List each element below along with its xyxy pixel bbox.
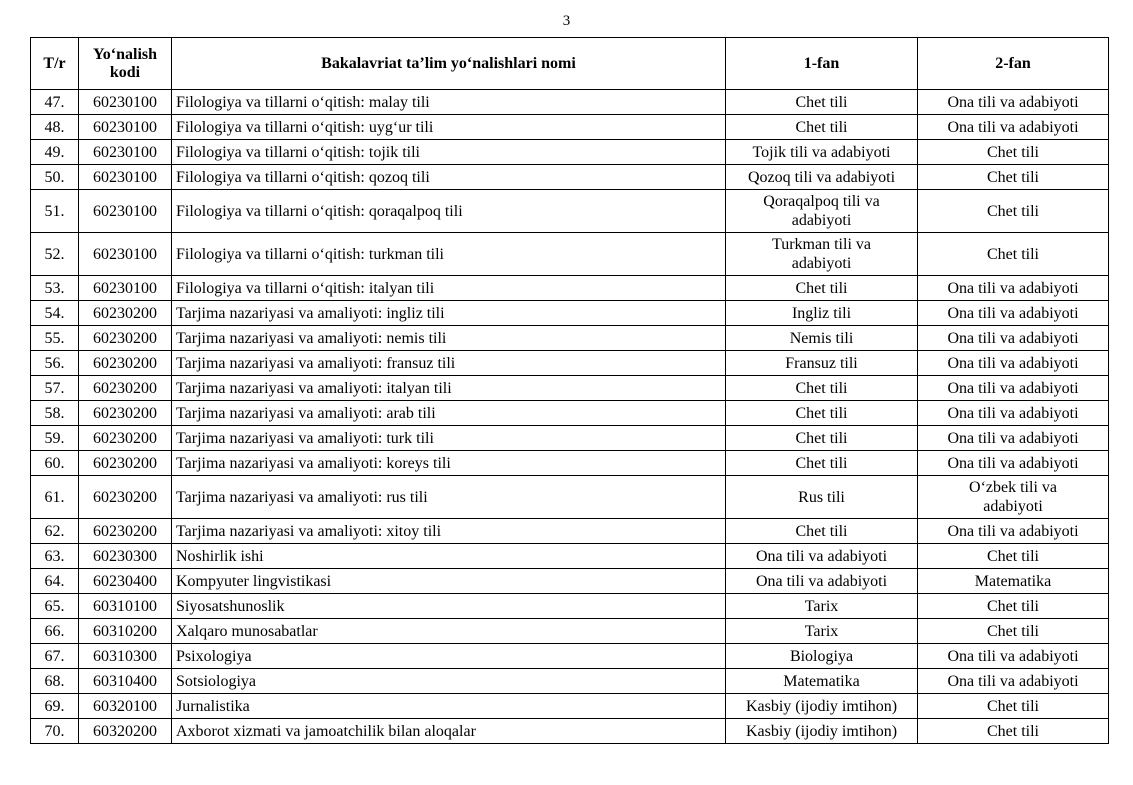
subject-1-line: Biologiya xyxy=(789,647,854,665)
table-row xyxy=(31,644,1109,669)
subject-2 xyxy=(918,301,1109,326)
subject-1-line: Qozoq tili va adabiyoti xyxy=(747,168,896,186)
table-row xyxy=(31,190,1109,233)
direction-name: Jurnalistika xyxy=(172,694,726,719)
subject-1-line: Chet tili xyxy=(795,118,848,136)
table-row xyxy=(31,476,1109,519)
header-code-line1: Yo‘nalish xyxy=(92,45,158,63)
direction-code: 60230200 xyxy=(79,351,172,376)
subject-2 xyxy=(918,190,1109,233)
subject-1-line: Matematika xyxy=(783,672,860,690)
header-fan2: 2-fan xyxy=(918,38,1109,90)
direction-name: Axborot xizmati va jamoatchilik bilan aloqalar xyxy=(172,719,726,744)
subject-1 xyxy=(726,115,918,140)
row-number: 65. xyxy=(31,594,79,619)
subject-1-line: Rus tili xyxy=(798,488,845,506)
row-number: 56. xyxy=(31,351,79,376)
subject-1 xyxy=(726,694,918,719)
subject-1-line: Kasbiy (ijodiy imtihon) xyxy=(745,722,898,740)
table-row xyxy=(31,376,1109,401)
subject-2-line: Chet tili xyxy=(987,202,1039,220)
subject-2-line: Chet tili xyxy=(987,697,1039,715)
direction-code: 60230400 xyxy=(79,569,172,594)
table-row xyxy=(31,301,1109,326)
subject-1 xyxy=(726,719,918,744)
direction-name: Tarjima nazariyasi va amaliyoti: italyan tili xyxy=(172,376,726,401)
direction-code: 60230100 xyxy=(79,115,172,140)
direction-code: 60310200 xyxy=(79,619,172,644)
subject-2 xyxy=(918,351,1109,376)
subject-1-line: Nemis tili xyxy=(789,329,854,347)
subject-2-line: O‘zbek tili va xyxy=(969,479,1057,496)
direction-code: 60230200 xyxy=(79,326,172,351)
direction-code: 60320100 xyxy=(79,694,172,719)
subject-2 xyxy=(918,401,1109,426)
subject-1 xyxy=(726,669,918,694)
subject-2 xyxy=(918,115,1109,140)
direction-code: 60230200 xyxy=(79,301,172,326)
subject-2 xyxy=(918,669,1109,694)
subject-2-line: Ona tili va adabiyoti xyxy=(947,404,1079,422)
subject-1-line: Fransuz tili xyxy=(785,354,858,372)
row-number: 69. xyxy=(31,694,79,719)
directions-table xyxy=(30,37,1109,744)
subject-1 xyxy=(726,426,918,451)
table-row xyxy=(31,544,1109,569)
subject-1-line: Chet tili xyxy=(795,93,848,111)
subject-2 xyxy=(918,233,1109,276)
direction-code: 60230200 xyxy=(79,476,172,519)
table-row xyxy=(31,619,1109,644)
direction-code: 60230200 xyxy=(79,451,172,476)
subject-2-line: Ona tili va adabiyoti xyxy=(947,522,1079,540)
subject-2 xyxy=(918,476,1109,519)
subject-1-line: Ona tili va adabiyoti xyxy=(755,547,888,565)
subject-2 xyxy=(918,644,1109,669)
subject-2-line: Chet tili xyxy=(987,245,1039,263)
subject-2-line: Ona tili va adabiyoti xyxy=(947,429,1079,447)
table-row xyxy=(31,115,1109,140)
row-number: 49. xyxy=(31,140,79,165)
subject-1 xyxy=(726,569,918,594)
direction-code: 60230100 xyxy=(79,233,172,276)
row-number: 51. xyxy=(31,190,79,233)
subject-2 xyxy=(918,451,1109,476)
direction-name: Tarjima nazariyasi va amaliyoti: koreys tili xyxy=(172,451,726,476)
table-row xyxy=(31,594,1109,619)
direction-name: Filologiya va tillarni o‘qitish: tojik tili xyxy=(172,140,726,165)
direction-code: 60230200 xyxy=(79,376,172,401)
row-number: 57. xyxy=(31,376,79,401)
table-row xyxy=(31,233,1109,276)
header-fan1: 1-fan xyxy=(726,38,918,90)
direction-code: 60230100 xyxy=(79,90,172,115)
table-row xyxy=(31,669,1109,694)
direction-name: Filologiya va tillarni o‘qitish: uyg‘ur tili xyxy=(172,115,726,140)
subject-2-line: Ona tili va adabiyoti xyxy=(947,118,1079,136)
direction-code: 60230100 xyxy=(79,165,172,190)
subject-1-line: Ingliz tili xyxy=(791,304,852,322)
table-row xyxy=(31,165,1109,190)
row-number: 60. xyxy=(31,451,79,476)
direction-name: Sotsiologiya xyxy=(172,669,726,694)
direction-code: 60230100 xyxy=(79,190,172,233)
direction-name: Tarjima nazariyasi va amaliyoti: xitoy tili xyxy=(172,519,726,544)
subject-2 xyxy=(918,140,1109,165)
subject-1 xyxy=(726,376,918,401)
header-code xyxy=(79,38,172,90)
subject-1-line: Tarix xyxy=(804,597,839,615)
header-num: T/r xyxy=(31,38,79,90)
subject-2 xyxy=(918,276,1109,301)
table-row xyxy=(31,276,1109,301)
header-code-line2: kodi xyxy=(109,63,141,81)
direction-name: Filologiya va tillarni o‘qitish: turkman tili xyxy=(172,233,726,276)
subject-2-line: Chet tili xyxy=(987,168,1039,186)
subject-1-line: Tojik tili va adabiyoti xyxy=(752,143,891,161)
subject-1 xyxy=(726,476,918,519)
row-number: 63. xyxy=(31,544,79,569)
direction-name: Noshirlik ishi xyxy=(172,544,726,569)
direction-code: 60310300 xyxy=(79,644,172,669)
subject-1 xyxy=(726,619,918,644)
subject-1 xyxy=(726,140,918,165)
subject-2 xyxy=(918,544,1109,569)
row-number: 54. xyxy=(31,301,79,326)
subject-2 xyxy=(918,694,1109,719)
subject-2 xyxy=(918,594,1109,619)
row-number: 66. xyxy=(31,619,79,644)
subject-1-line: Chet tili xyxy=(795,429,848,447)
direction-code: 60230300 xyxy=(79,544,172,569)
table-row xyxy=(31,401,1109,426)
subject-2 xyxy=(918,426,1109,451)
direction-code: 60230100 xyxy=(79,140,172,165)
direction-name: Filologiya va tillarni o‘qitish: qoraqalpoq tili xyxy=(172,190,726,233)
table-row xyxy=(31,694,1109,719)
subject-2-line: Chet tili xyxy=(987,597,1039,615)
row-number: 50. xyxy=(31,165,79,190)
subject-1 xyxy=(726,401,918,426)
row-number: 53. xyxy=(31,276,79,301)
direction-code: 60310400 xyxy=(79,669,172,694)
page-number: 3 xyxy=(562,13,571,29)
direction-name: Psixologiya xyxy=(172,644,726,669)
direction-name: Kompyuter lingvistikasi xyxy=(172,569,726,594)
subject-1-line: Turkman tili va xyxy=(772,236,871,253)
direction-name: Xalqaro munosabatlar xyxy=(172,619,726,644)
direction-name: Filologiya va tillarni o‘qitish: qozoq tili xyxy=(172,165,726,190)
subject-1-line: adabiyoti xyxy=(791,255,852,272)
row-number: 62. xyxy=(31,519,79,544)
subject-1 xyxy=(726,190,918,233)
table-row xyxy=(31,569,1109,594)
row-number: 58. xyxy=(31,401,79,426)
subject-1-line: Kasbiy (ijodiy imtihon) xyxy=(745,697,898,715)
subject-1 xyxy=(726,165,918,190)
subject-1 xyxy=(726,233,918,276)
subject-2-line: Chet tili xyxy=(987,622,1039,640)
subject-2-line: Chet tili xyxy=(987,722,1039,740)
subject-2-line: Ona tili va adabiyoti xyxy=(947,647,1079,665)
row-number: 48. xyxy=(31,115,79,140)
direction-name: Tarjima nazariyasi va amaliyoti: fransuz tili xyxy=(172,351,726,376)
subject-2 xyxy=(918,519,1109,544)
subject-2-line: Matematika xyxy=(974,572,1052,590)
subject-1 xyxy=(726,451,918,476)
table-row xyxy=(31,719,1109,744)
subject-1 xyxy=(726,301,918,326)
subject-1 xyxy=(726,594,918,619)
subject-1 xyxy=(726,519,918,544)
subject-1-line: Chet tili xyxy=(795,522,848,540)
subject-2 xyxy=(918,90,1109,115)
subject-2-line: Ona tili va adabiyoti xyxy=(947,454,1079,472)
subject-1-line: Chet tili xyxy=(795,279,848,297)
subject-2-line: Ona tili va adabiyoti xyxy=(947,279,1079,297)
table-row xyxy=(31,326,1109,351)
row-number: 67. xyxy=(31,644,79,669)
subject-1-line: Chet tili xyxy=(795,404,848,422)
subject-2 xyxy=(918,326,1109,351)
subject-1-line: adabiyoti xyxy=(791,212,852,229)
table-body xyxy=(31,90,1109,744)
subject-1 xyxy=(726,276,918,301)
table-row xyxy=(31,90,1109,115)
direction-code: 60310100 xyxy=(79,594,172,619)
subject-1 xyxy=(726,644,918,669)
row-number: 52. xyxy=(31,233,79,276)
table-row xyxy=(31,140,1109,165)
subject-2 xyxy=(918,719,1109,744)
row-number: 47. xyxy=(31,90,79,115)
direction-name: Tarjima nazariyasi va amaliyoti: rus tili xyxy=(172,476,726,519)
table-row xyxy=(31,451,1109,476)
subject-2 xyxy=(918,165,1109,190)
subject-2 xyxy=(918,619,1109,644)
subject-2 xyxy=(918,569,1109,594)
row-number: 64. xyxy=(31,569,79,594)
header-name: Bakalavriat ta’lim yo‘nalishlari nomi xyxy=(172,38,726,90)
subject-2-line: Ona tili va adabiyoti xyxy=(947,93,1079,111)
subject-2-line: Chet tili xyxy=(987,143,1039,161)
subject-2-line: Ona tili va adabiyoti xyxy=(947,354,1079,372)
direction-name: Filologiya va tillarni o‘qitish: italyan tili xyxy=(172,276,726,301)
subject-1 xyxy=(726,90,918,115)
table-row xyxy=(31,351,1109,376)
subject-1-line: Ona tili va adabiyoti xyxy=(755,572,888,590)
subject-1-line: Chet tili xyxy=(795,379,848,397)
subject-2-line: Ona tili va adabiyoti xyxy=(947,672,1079,690)
subject-1 xyxy=(726,544,918,569)
row-number: 68. xyxy=(31,669,79,694)
subject-1 xyxy=(726,326,918,351)
direction-code: 60230200 xyxy=(79,401,172,426)
direction-name: Filologiya va tillarni o‘qitish: malay tili xyxy=(172,90,726,115)
subject-1 xyxy=(726,351,918,376)
subject-2-line: Ona tili va adabiyoti xyxy=(947,329,1079,347)
subject-2-line: Ona tili va adabiyoti xyxy=(947,304,1079,322)
subject-2-line: Ona tili va adabiyoti xyxy=(947,379,1079,397)
direction-name: Tarjima nazariyasi va amaliyoti: arab tili xyxy=(172,401,726,426)
subject-2-line: Chet tili xyxy=(987,547,1039,565)
subject-2 xyxy=(918,376,1109,401)
subject-2-line: adabiyoti xyxy=(983,498,1043,515)
table-row xyxy=(31,519,1109,544)
row-number: 55. xyxy=(31,326,79,351)
direction-name: Tarjima nazariyasi va amaliyoti: turk tili xyxy=(172,426,726,451)
row-number: 70. xyxy=(31,719,79,744)
table-header-row xyxy=(31,38,1109,90)
row-number: 61. xyxy=(31,476,79,519)
subject-1-line: Chet tili xyxy=(795,454,848,472)
direction-code: 60230200 xyxy=(79,426,172,451)
table-row xyxy=(31,426,1109,451)
direction-name: Tarjima nazariyasi va amaliyoti: nemis tili xyxy=(172,326,726,351)
subject-1-line: Qoraqalpoq tili va xyxy=(763,193,880,210)
direction-code: 60320200 xyxy=(79,719,172,744)
row-number: 59. xyxy=(31,426,79,451)
direction-name: Tarjima nazariyasi va amaliyoti: ingliz tili xyxy=(172,301,726,326)
subject-1-line: Tarix xyxy=(804,622,839,640)
direction-code: 60230100 xyxy=(79,276,172,301)
direction-code: 60230200 xyxy=(79,519,172,544)
direction-name: Siyosatshunoslik xyxy=(172,594,726,619)
